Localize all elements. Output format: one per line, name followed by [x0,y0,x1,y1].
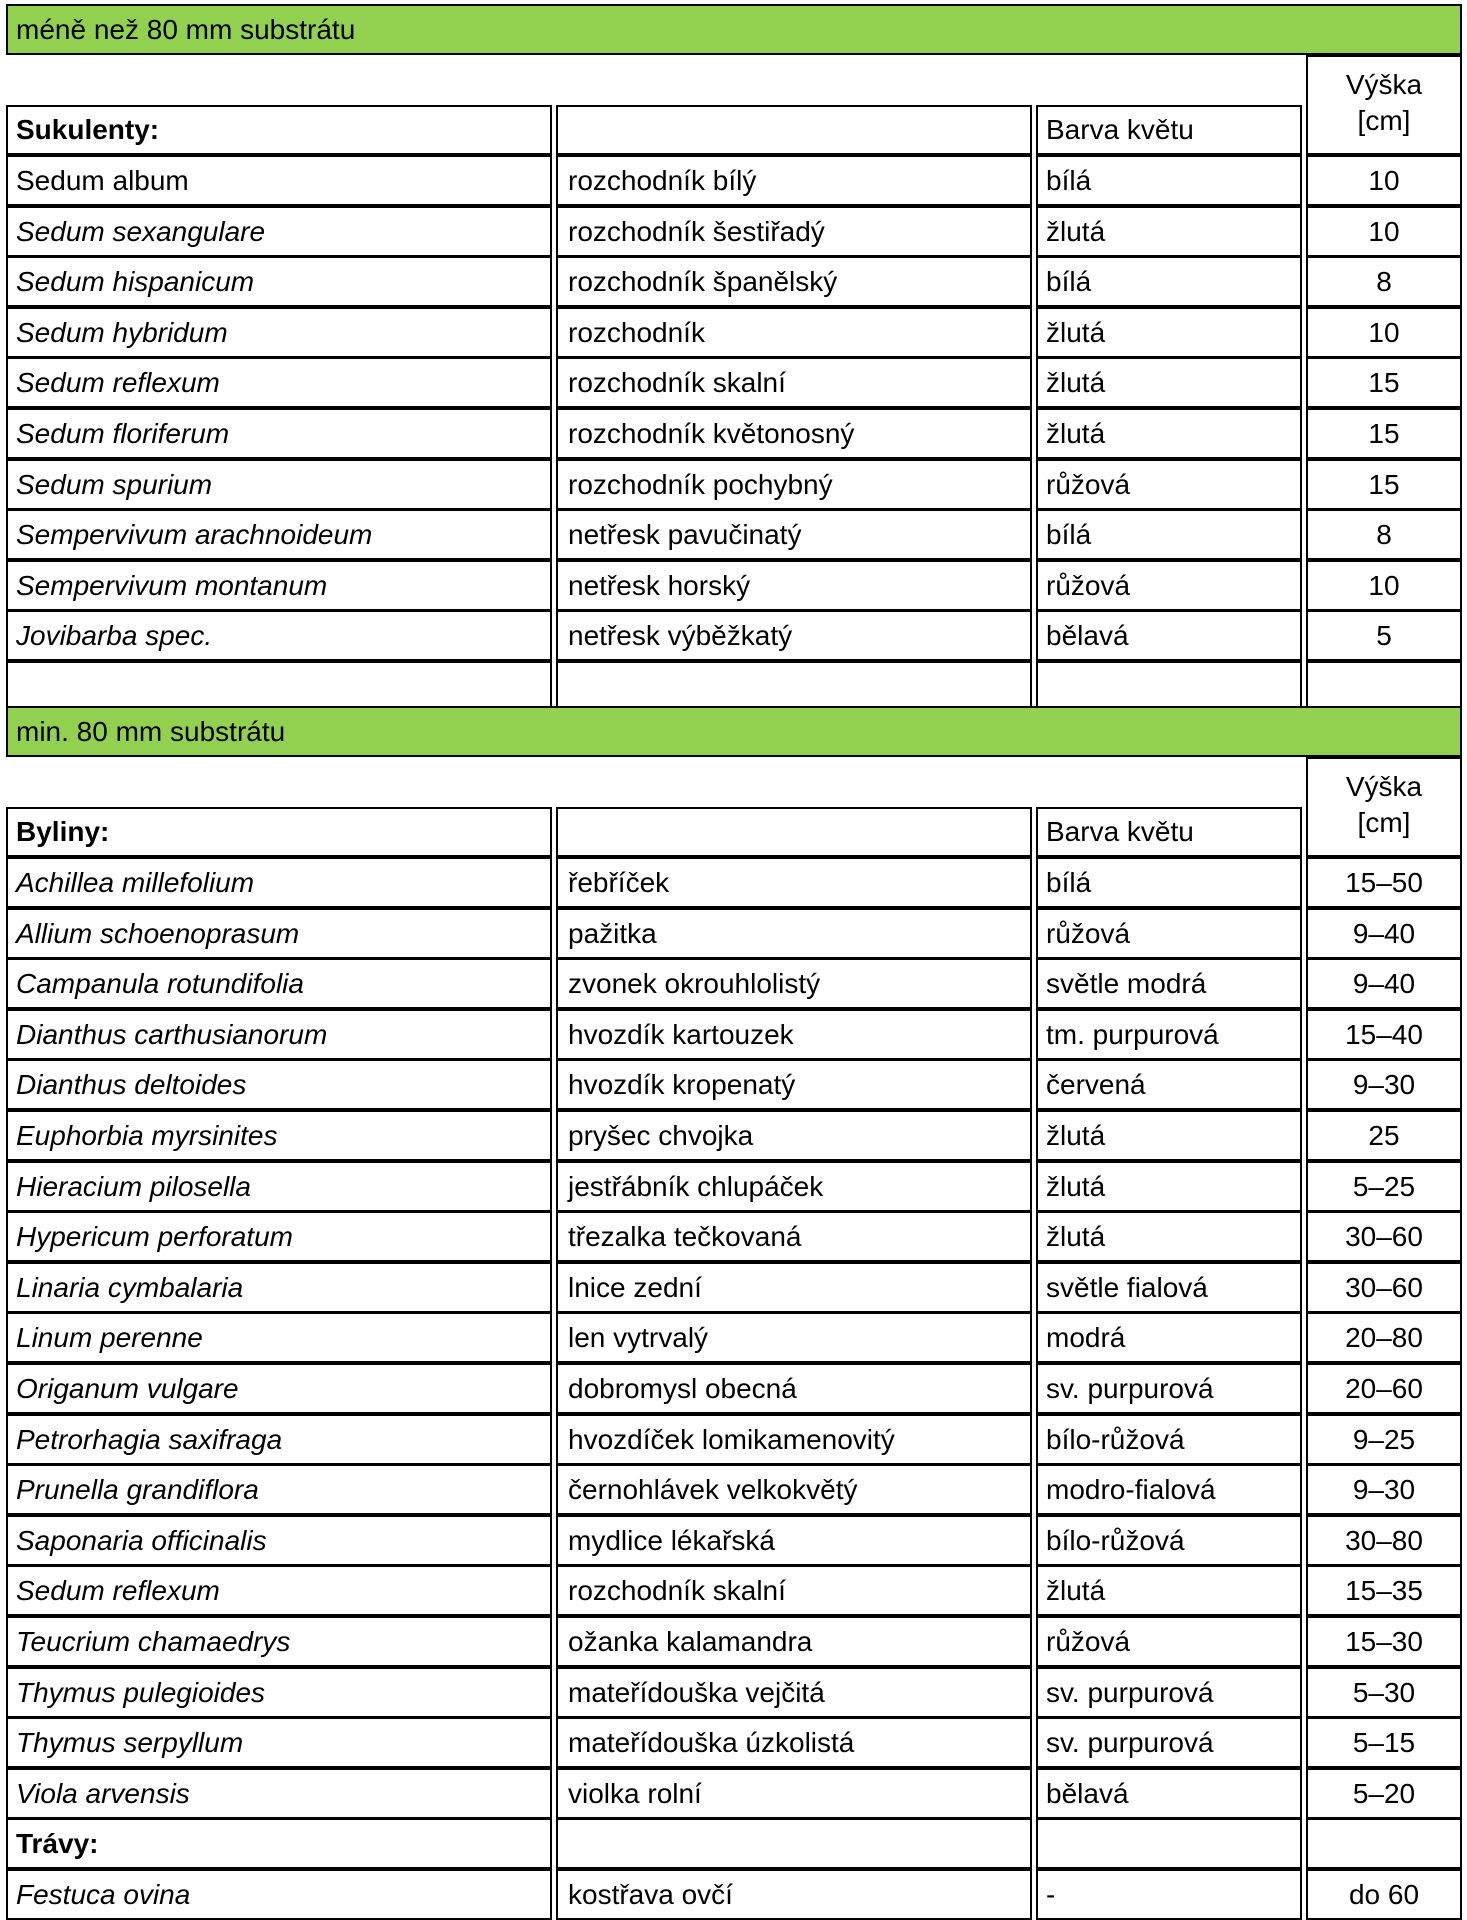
czech-name-cell: řebříček [556,857,1032,908]
height-cell: 30–60 [1306,1262,1462,1313]
height-cell: do 60 [1306,1869,1462,1920]
height-cell: 10 [1306,307,1462,358]
height-cell: 9–40 [1306,908,1462,959]
czech-name-cell: pažitka [556,908,1032,959]
table-row [6,206,1462,257]
flower-color-cell: sv. purpurová [1036,1363,1302,1414]
height-cell: 15 [1306,357,1462,408]
table-row [6,1515,1462,1566]
latin-name-cell: Petrorhagia saxifraga [6,1414,552,1465]
latin-name-cell: Allium schoenoprasum [6,908,552,959]
height-cell: 5–15 [1306,1717,1462,1768]
herbs-table [6,757,1462,1917]
czech-name-cell: rozchodník španělský [556,256,1032,307]
table-row [6,560,1462,611]
flower-color-cell: bílo-růžová [1036,1515,1302,1566]
latin-name-cell: Hieracium pilosella [6,1161,552,1212]
czech-name-cell: mateřídouška úzkolistá [556,1717,1032,1768]
flower-color-cell: světle fialová [1036,1262,1302,1313]
latin-name-cell: Linaria cymbalaria [6,1262,552,1313]
category-header: Sukulenty: [6,105,552,155]
height-cell: 20–80 [1306,1312,1462,1363]
latin-name-cell: Euphorbia myrsinites [6,1110,552,1161]
latin-name-cell: Sedum hybridum [6,307,552,358]
table-row [6,610,1462,661]
succulents-table [6,55,1462,707]
height-cell: 9–30 [1306,1464,1462,1515]
table-row [6,1363,1462,1414]
czech-name-cell: hvozdík kropenatý [556,1059,1032,1110]
table-row [6,1262,1462,1313]
latin-name-cell: Dianthus deltoides [6,1059,552,1110]
flower-color-cell: bělavá [1036,610,1302,661]
flower-color-cell: žlutá [1036,408,1302,459]
height-cell: 15–35 [1306,1565,1462,1616]
czech-name-cell: rozchodník květonosný [556,408,1032,459]
table-row [6,1414,1462,1465]
latin-name-cell: Thymus pulegioides [6,1667,552,1718]
section-band-label: min. 80 mm substrátu [16,716,286,747]
czech-name-cell: netřesk pavučinatý [556,509,1032,560]
flower-color-header: Barva květu [1036,807,1302,857]
height-cell: 9–30 [1306,1059,1462,1110]
czech-name-cell: zvonek okrouhlolistý [556,958,1032,1009]
grasses-category-label: Trávy: [6,1818,552,1869]
grasses-subheader-row [6,1818,1462,1869]
height-cell: 15–40 [1306,1009,1462,1060]
height-cell: 9–25 [1306,1414,1462,1465]
czech-name-cell: pryšec chvojka [556,1110,1032,1161]
flower-color-cell: bílo-růžová [1036,1414,1302,1465]
flower-color-cell: žlutá [1036,307,1302,358]
height-cell [1306,661,1462,712]
czech-name-cell: rozchodník šestiřadý [556,206,1032,257]
czech-name-cell: hvozdík kartouzek [556,1009,1032,1060]
flower-color-cell: červená [1036,1059,1302,1110]
flower-color-cell: růžová [1036,560,1302,611]
height-cell: 5–20 [1306,1768,1462,1819]
latin-name-cell: Sedum album [6,155,552,206]
height-cell: 15 [1306,459,1462,510]
empty-cell [556,1818,1032,1869]
flower-color-cell: sv. purpurová [1036,1717,1302,1768]
czech-name-cell: ožanka kalamandra [556,1616,1032,1667]
table-row [6,1009,1462,1060]
flower-color-cell: bílá [1036,256,1302,307]
flower-color-cell: růžová [1036,1616,1302,1667]
flower-color-cell: sv. purpurová [1036,1667,1302,1718]
table-row [6,1161,1462,1212]
czech-name-cell: rozchodník [556,307,1032,358]
czech-name-cell: netřesk horský [556,560,1032,611]
table-row [6,1717,1462,1768]
czech-name-cell: mydlice lékařská [556,1515,1032,1566]
czech-name-cell: rozchodník pochybný [556,459,1032,510]
czech-name-cell: mateřídouška vejčitá [556,1667,1032,1718]
height-cell: 20–60 [1306,1363,1462,1414]
table-row [6,459,1462,510]
height-cell: 8 [1306,509,1462,560]
height-cell: 10 [1306,206,1462,257]
czech-name-cell: lnice zední [556,1262,1032,1313]
table-row [6,1565,1462,1616]
section-band-min-substrate [6,706,1462,757]
latin-name-cell: Sedum hispanicum [6,256,552,307]
czech-name-cell: dobromysl obecná [556,1363,1032,1414]
flower-color-cell: bílá [1036,155,1302,206]
height-cell: 15–30 [1306,1616,1462,1667]
table-row [6,408,1462,459]
table-row [6,1768,1462,1819]
table-row [6,1616,1462,1667]
latin-name-cell: Sedum spurium [6,459,552,510]
flower-color-cell: světle modrá [1036,958,1302,1009]
height-cell: 15–50 [1306,857,1462,908]
latin-name-cell: Origanum vulgare [6,1363,552,1414]
flower-color-header: Barva květu [1036,105,1302,155]
czech-name-cell: třezalka tečkovaná [556,1211,1032,1262]
section-band-label: méně než 80 mm substrátu [16,14,356,45]
height-cell: 5–30 [1306,1667,1462,1718]
table-row [6,1312,1462,1363]
latin-name-cell: Sempervivum arachnoideum [6,509,552,560]
flower-color-cell: tm. purpurová [1036,1009,1302,1060]
flower-color-cell: modrá [1036,1312,1302,1363]
flower-color-cell: žlutá [1036,206,1302,257]
latin-name-cell: Sedum floriferum [6,408,552,459]
latin-name-cell: Prunella grandiflora [6,1464,552,1515]
flower-color-cell: růžová [1036,459,1302,510]
czech-name-cell: jestřábník chlupáček [556,1161,1032,1212]
table-row [6,908,1462,959]
height-cell: 5 [1306,610,1462,661]
height-cell: 5–25 [1306,1161,1462,1212]
height-header-line2: [cm] [1357,105,1411,136]
table-row [6,1059,1462,1110]
czech-name-cell: len vytrvalý [556,1312,1032,1363]
table-row [6,1211,1462,1262]
height-cell: 10 [1306,155,1462,206]
latin-name-cell: Dianthus carthusianorum [6,1009,552,1060]
height-cell: 10 [1306,560,1462,611]
flower-color-cell: žlutá [1036,1110,1302,1161]
czech-name-cell: kostřava ovčí [556,1869,1032,1920]
latin-name-cell: Sedum sexangulare [6,206,552,257]
czech-name-cell: rozchodník skalní [556,1565,1032,1616]
table-row [6,1110,1462,1161]
table-row [6,1869,1462,1920]
table-header [6,55,1462,155]
latin-name-cell: Hypericum perforatum [6,1211,552,1262]
latin-name-cell: Saponaria officinalis [6,1515,552,1566]
flower-color-cell: růžová [1036,908,1302,959]
table-row [6,1667,1462,1718]
czech-name-cell: rozchodník skalní [556,357,1032,408]
table-row [6,857,1462,908]
czech-name-header [556,105,1032,155]
czech-name-cell [556,661,1032,712]
flower-color-cell: žlutá [1036,357,1302,408]
table-row [6,155,1462,206]
empty-cell [1036,1818,1302,1869]
table-row [6,307,1462,358]
flower-color-cell: bílá [1036,857,1302,908]
czech-name-cell: netřesk výběžkatý [556,610,1032,661]
latin-name-cell: Sedum reflexum [6,1565,552,1616]
czech-name-cell: rozchodník bílý [556,155,1032,206]
czech-name-cell: hvozdíček lomikamenovitý [556,1414,1032,1465]
flower-color-cell: bílá [1036,509,1302,560]
flower-color-cell: - [1036,1869,1302,1920]
table-row [6,1464,1462,1515]
flower-color-cell: bělavá [1036,1768,1302,1819]
table-row [6,357,1462,408]
czech-name-cell: černohlávek velkokvětý [556,1464,1032,1515]
height-cell: 30–60 [1306,1211,1462,1262]
flower-color-cell: modro-fialová [1036,1464,1302,1515]
latin-name-cell: Linum perenne [6,1312,552,1363]
latin-name-cell: Achillea millefolium [6,857,552,908]
height-cell: 9–40 [1306,958,1462,1009]
flower-color-cell: žlutá [1036,1211,1302,1262]
latin-name-cell: Festuca ovina [6,1869,552,1920]
height-header [1306,757,1462,857]
table-row [6,509,1462,560]
section-band-thin-substrate [6,4,1462,55]
czech-name-cell: violka rolní [556,1768,1032,1819]
latin-name-cell [6,661,552,712]
latin-name-cell: Teucrium chamaedrys [6,1616,552,1667]
latin-name-cell: Jovibarba spec. [6,610,552,661]
table-row [6,256,1462,307]
flower-color-cell [1036,661,1302,712]
height-header-line2: [cm] [1357,807,1411,838]
height-cell: 8 [1306,256,1462,307]
latin-name-cell: Campanula rotundifolia [6,958,552,1009]
latin-name-cell: Thymus serpyllum [6,1717,552,1768]
height-header-line1: Výška [1345,771,1423,802]
category-header: Byliny: [6,807,552,857]
table-row [6,958,1462,1009]
latin-name-cell: Sedum reflexum [6,357,552,408]
latin-name-cell: Viola arvensis [6,1768,552,1819]
table-header [6,757,1462,857]
flower-color-cell: žlutá [1036,1161,1302,1212]
table-row [6,661,1462,712]
height-cell: 30–80 [1306,1515,1462,1566]
height-cell: 25 [1306,1110,1462,1161]
empty-cell [1306,1818,1462,1869]
height-header-line1: Výška [1345,69,1423,100]
height-header [1306,55,1462,155]
height-cell: 15 [1306,408,1462,459]
latin-name-cell: Sempervivum montanum [6,560,552,611]
flower-color-cell: žlutá [1036,1565,1302,1616]
czech-name-header [556,807,1032,857]
